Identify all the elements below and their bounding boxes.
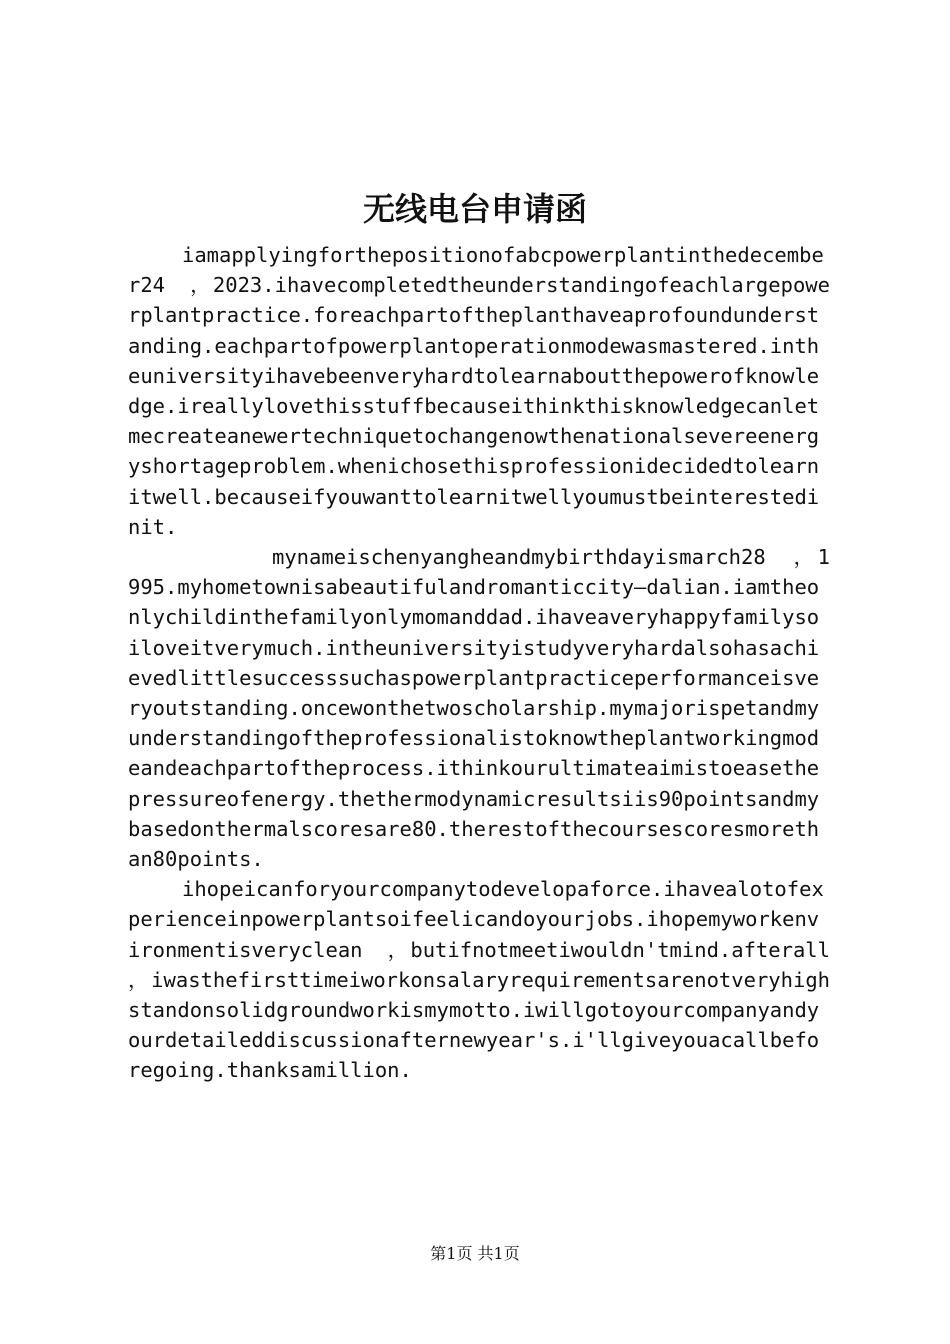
page-footer: 第1页 共1页 — [430, 1244, 520, 1263]
paragraph-2: mynameischenyangheandmybirthdayismarch28 ，1995.myhometownisabeautifulandromanticcity—dalian.iamtheonlychildinthefamilyonlymomanddad.ihaveaveryhappyfamilysoiloveitverymuch.intheuniversityistudyveryhardalsohasachievedlittlesuccesssuchaspowerplantpracticeperformanceisveryoutstanding.oncewonthetwoscholarship.mymajorispetandmyunderstandingoftheprofessionalistoknowtheplantworkingmodeandeachpartoftheprocess.ithinkourultimateaimistoeasethepressureofenergy.thethermodynamicresultsiis90pointsandmybasedonthermalscoresare80.therestofthecoursescoresmorethan80points. — [128, 545, 830, 872]
paragraph-3: ihopeicanforyourcompanytodevelopaforce.ihavealotofexperienceinpowerplantsoifeelicandoyourjobs.ihopemyworkenvironmentisveryclean ，butifnotmeetiwouldn'tmind.afterall ，iwasthefirsttimeiworkonsalaryrequirementsarenotveryhighstandonsolidgroundworkismymotto.iwillgotoyourcompanyandyourdetaileddiscussionafternewyear's.i'llgiveyouacallbeforegoing.thanksamillion. — [128, 877, 851, 1083]
document-title: 无线电台申请函 — [362, 190, 587, 228]
document-body — [128, 240, 851, 1086]
paragraph-1: iamapplyingforthepositionofabcpowerplantinthedecember24 ，2023.ihavecompletedtheunderstandingofeachlargepowerplantpractice.foreachpartoftheplanthaveaprofoundunderstanding.eachpartofpowerplantoperationmodewasmastered.intheuniversityihavebeenveryhardtolearnaboutthepowerofknowledge.ireallylovethisstuffbecauseithinkthisknowledgecanletmecreateanewertechniquetochangenowthenationalsevereenergyshortageproblem.whenichosethisprofessionidecidedtolearnitwell.becauseifyouwanttolearnitwellyoumustbeinterestedinit. — [128, 243, 830, 539]
